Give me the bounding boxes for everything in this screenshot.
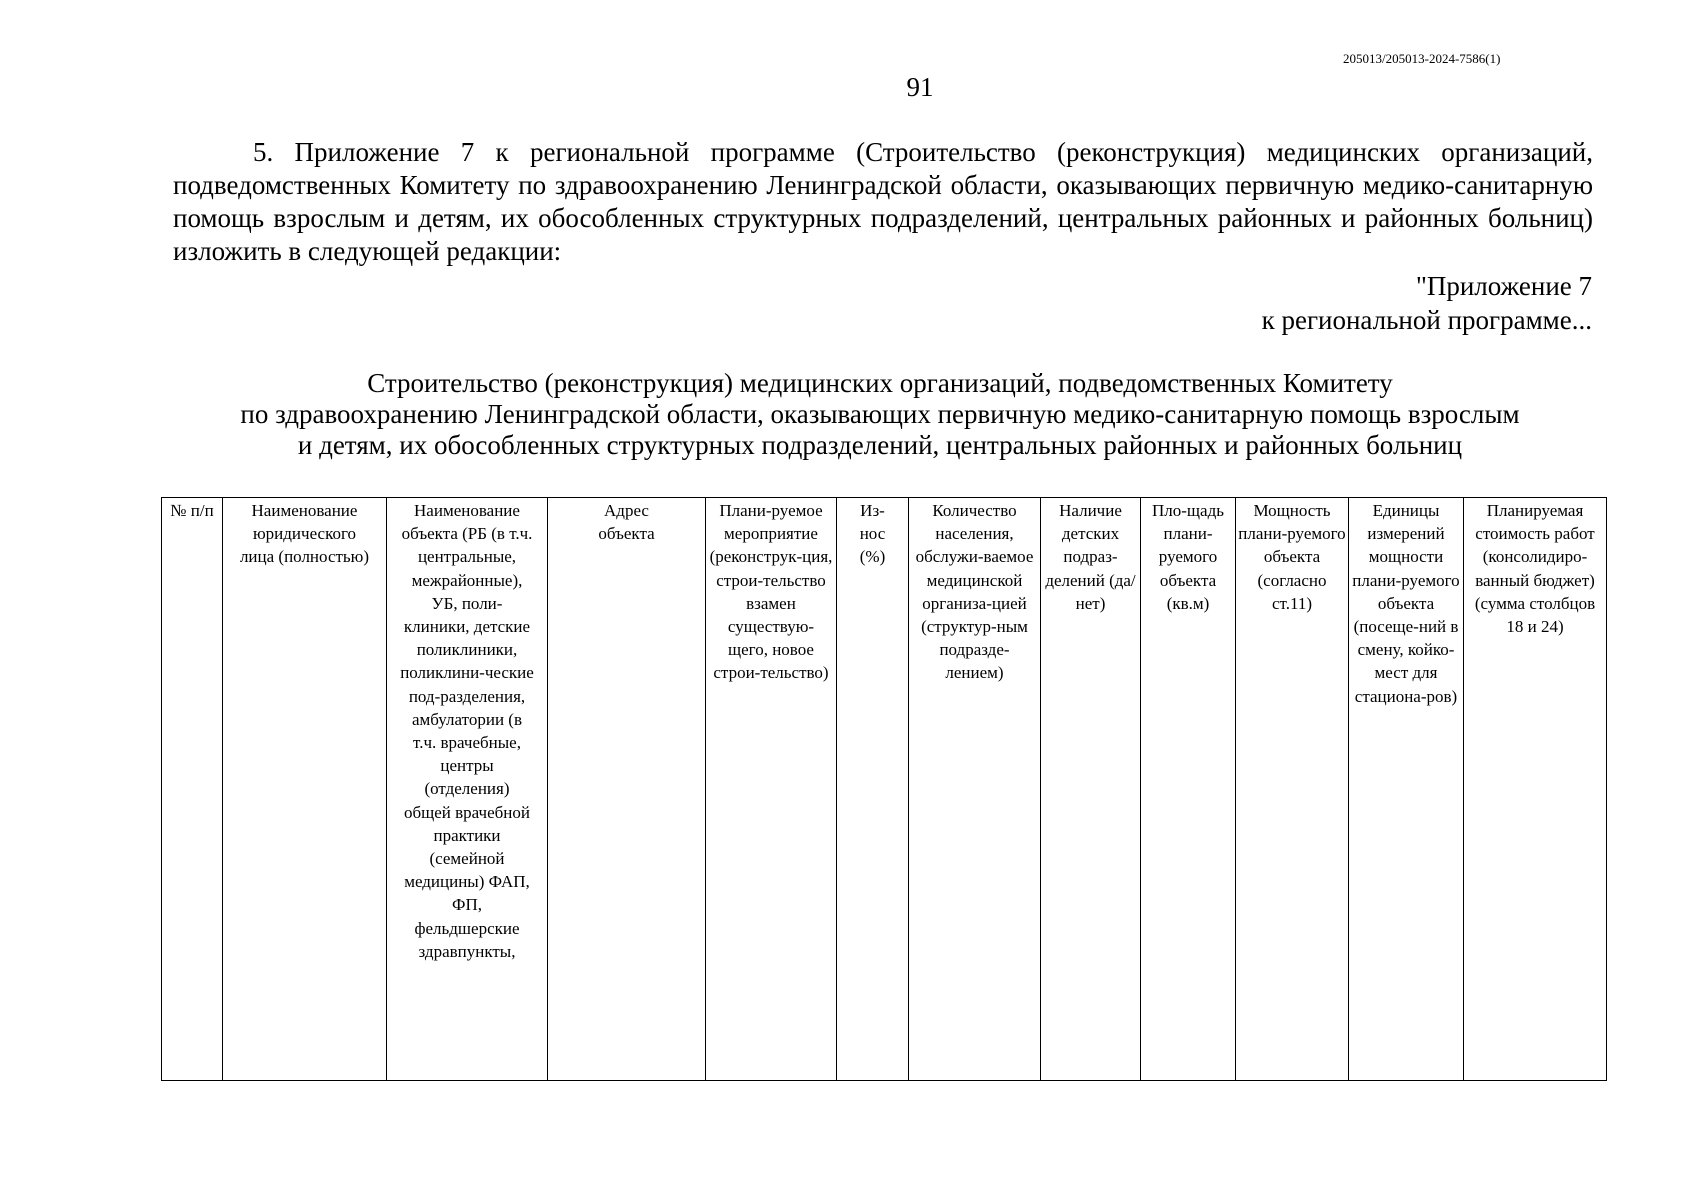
table-header-row — [162, 498, 1607, 1081]
title-line: по здравоохранению Ленинградской области, оказывающих первичную медико-санитарную помощь взрослым — [240, 399, 1520, 429]
col-header-capacity: Мощность плани-руемого объекта (согласно ст.11) — [1236, 498, 1349, 1081]
intro-paragraph: 5. Приложение 7 к региональной программе (Строительство (реконструкция) медицинских организаций, подведомственных Комитету по здравоохранению Ленинградской области, оказывающих первичную медико-санитарную помощь взрослым и детям, их обособленных структурных подразделений, центральных районных и районных больниц) изложить в следующей редакции: — [173, 137, 1593, 266]
appendix-reference — [1262, 269, 1592, 337]
table-title — [160, 368, 1600, 461]
col-header-population: Количество населения, обслужи-ваемое медицинской организа-цией (структур-ным подразде-лением) — [909, 498, 1041, 1081]
col-header-address: Адрес объекта — [548, 498, 706, 1081]
document-number: 205013/205013-2024-7586(1) — [1343, 51, 1501, 66]
col-header-planned-measure: Плани-руемое мероприятие (реконструк-ция, строи-тельство взамен существую-щего, новое строи-тельство) — [706, 498, 837, 1081]
page-number: 91 — [906, 72, 934, 102]
col-header-object-name: Наименование объекта (РБ (в т.ч. центральные, межрайонные), УБ, поли-клиники, детские поликлиники, поликлини-ческие под-разделения, амбулатории (в т.ч. врачебные, центры (отделения) общей врачебной практики (семейной медицины) ФАП, ФП, фельдшерские здравпункты, — [387, 498, 548, 1081]
col-header-planned-cost: Планируемая стоимость работ (консолидиро-ванный бюджет) (сумма столбцов 18 и 24) — [1464, 498, 1607, 1081]
title-line: и детям, их обособленных структурных подразделений, центральных районных и районных больниц — [297, 430, 1463, 460]
col-header-area: Пло-щадь плани-руемого объекта (кв.м) — [1141, 498, 1236, 1081]
col-header-child-units: Наличие детских подраз-делений (да/нет) — [1041, 498, 1141, 1081]
col-header-capacity-units: Единицы измерений мощности плани-руемого объекта (посеще-ний в смену, койко-мест для стациона-ров) — [1349, 498, 1464, 1081]
appendix-line-1: "Приложение 7 — [1415, 271, 1592, 301]
title-line: Строительство (реконструкция) медицинских организаций, подведомственных Комитету — [367, 368, 1393, 398]
col-header-legal-entity: Наименование юридического лица (полностью) — [223, 498, 387, 1081]
appendix-line-2: к региональной программе... — [1261, 305, 1592, 335]
col-header-number: № п/п — [162, 498, 223, 1081]
construction-table — [161, 497, 1607, 1081]
col-header-wear: Из-нос (%) — [837, 498, 909, 1081]
